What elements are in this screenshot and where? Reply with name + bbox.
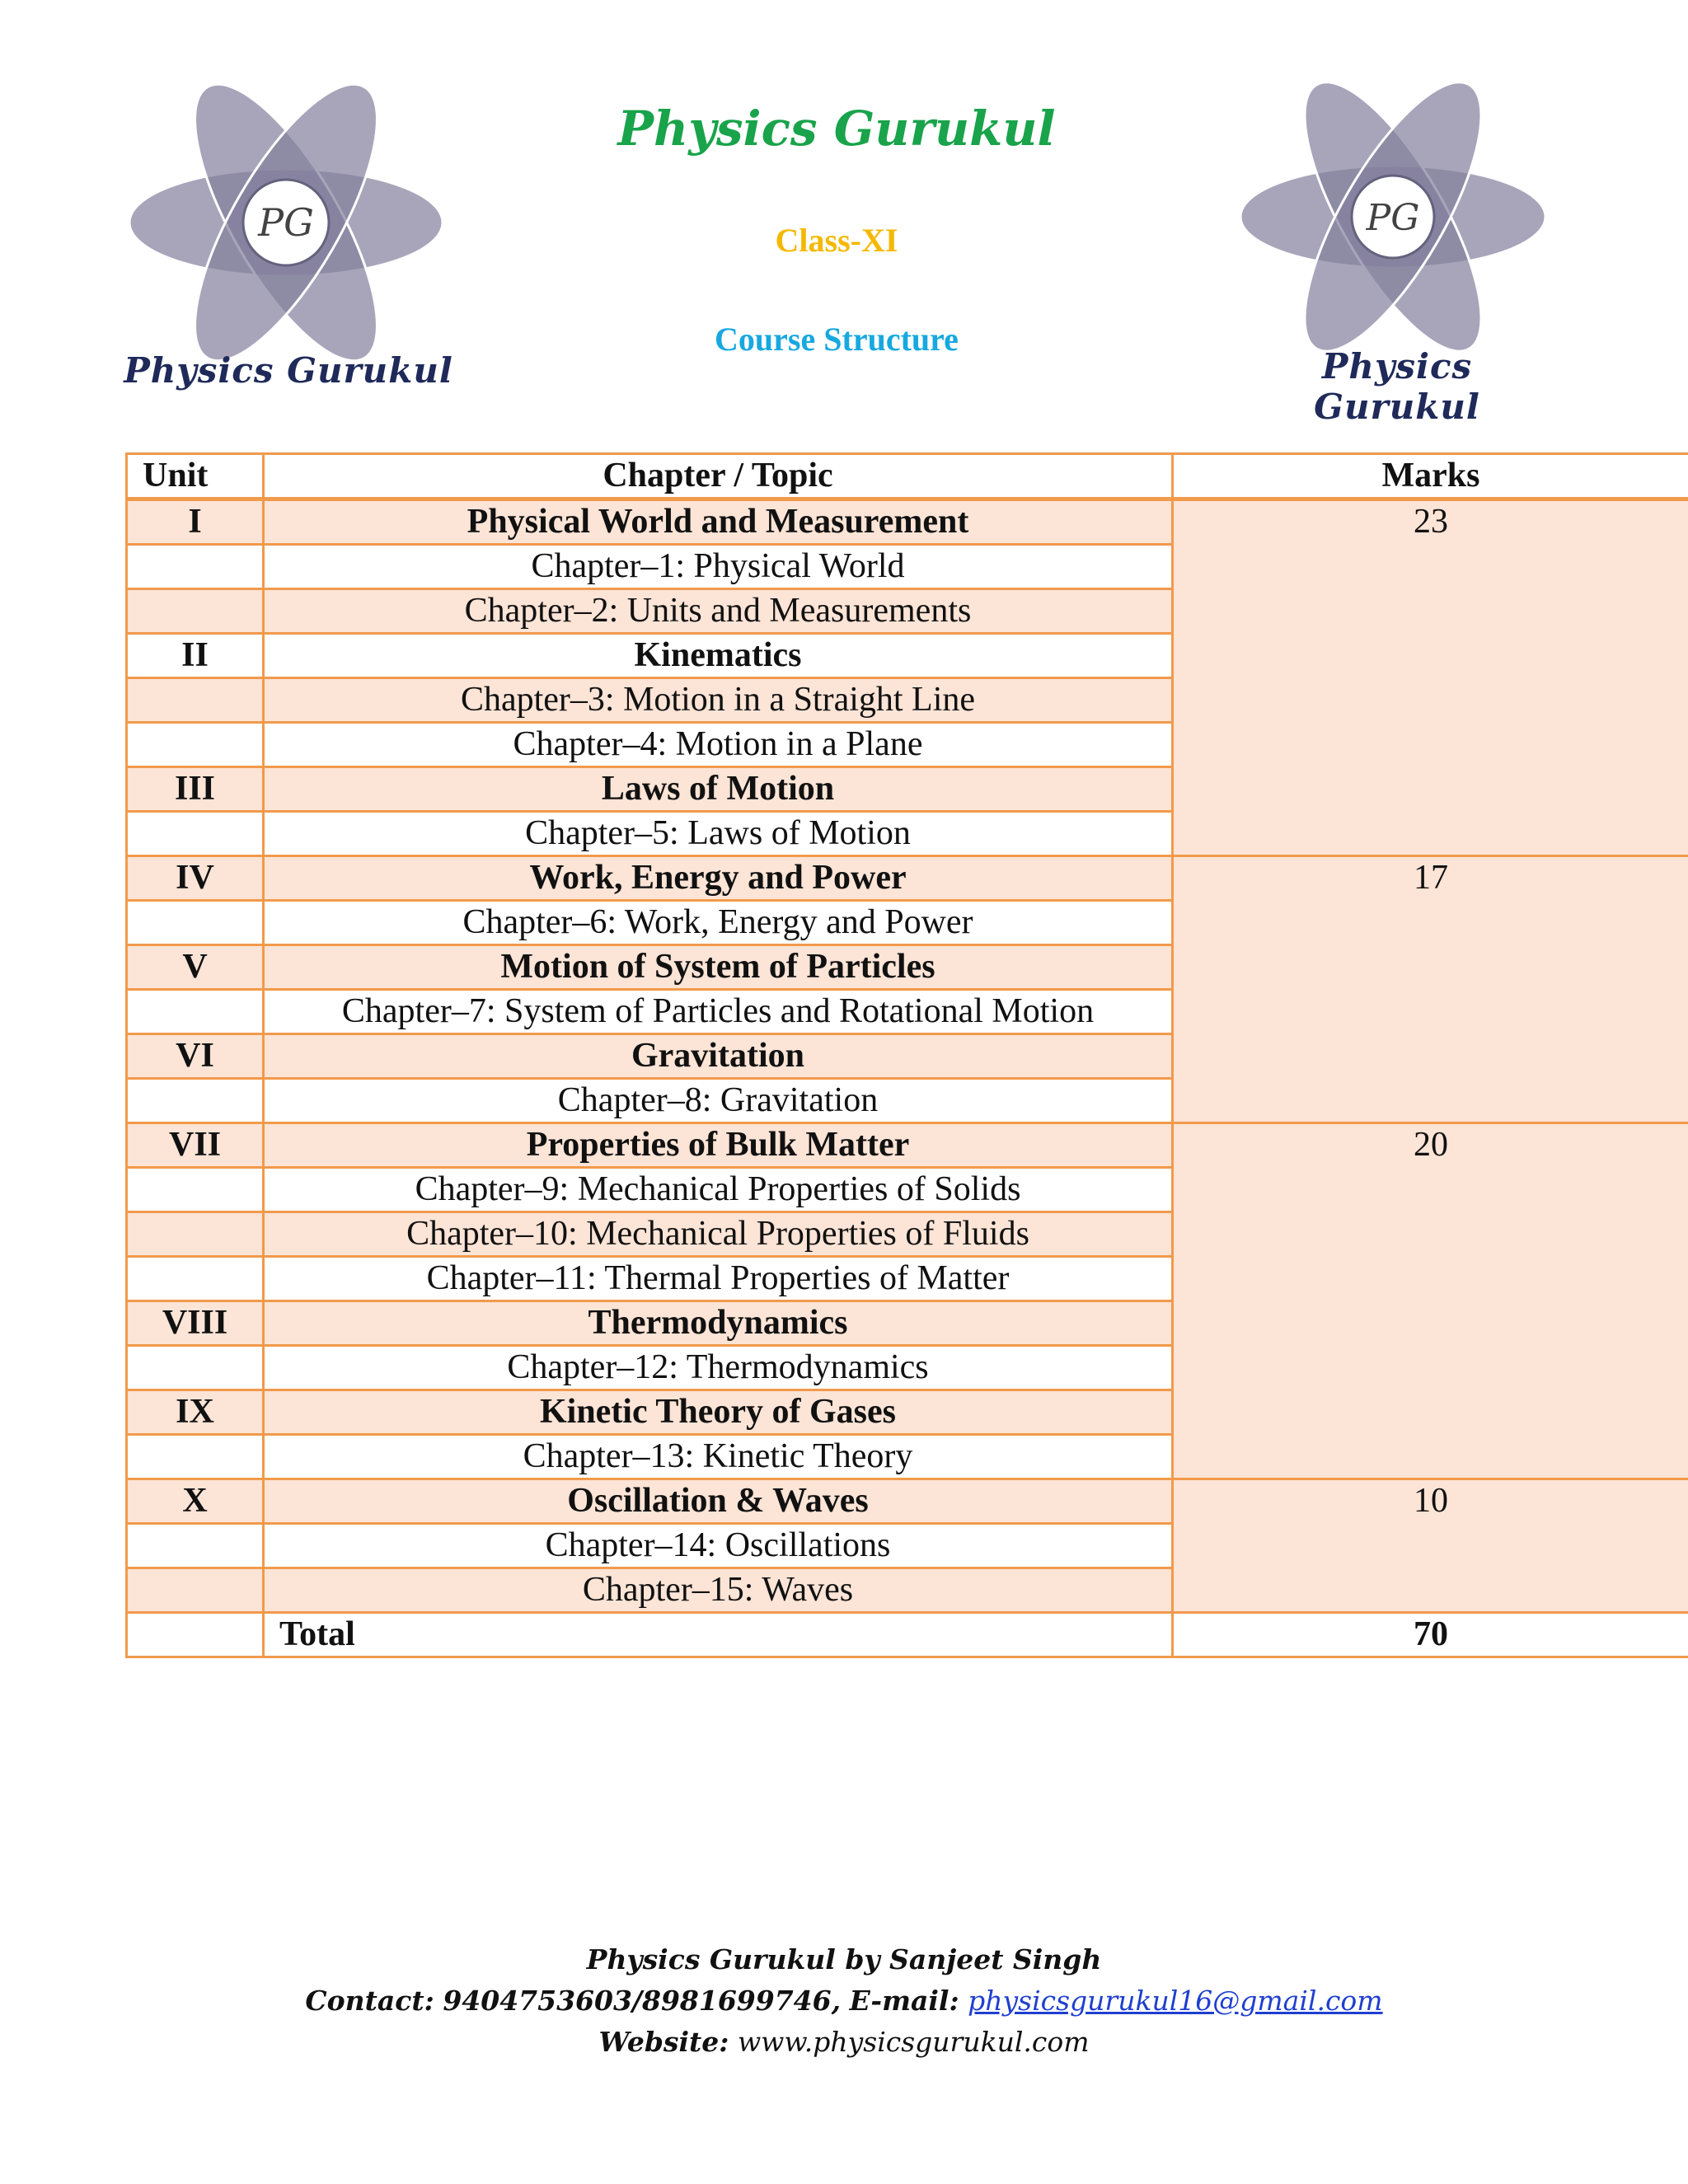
unit-cell: IX xyxy=(127,1390,264,1435)
contact-label: Contact: xyxy=(305,1985,434,2017)
unit-cell xyxy=(127,1212,264,1257)
table-row xyxy=(127,1123,1688,1168)
chapter-cell: Chapter–4: Motion in a Plane xyxy=(264,723,1173,767)
table-row xyxy=(127,1479,1688,1524)
website-label: Website: xyxy=(598,2026,729,2058)
unit-cell xyxy=(127,901,264,945)
unit-cell: V xyxy=(127,945,264,990)
unit-cell xyxy=(127,1524,264,1568)
unit-cell: VIII xyxy=(127,1301,264,1346)
chapter-cell: Chapter–5: Laws of Motion xyxy=(264,812,1173,856)
chapter-cell: Chapter–7: System of Particles and Rotational Motion xyxy=(264,990,1173,1034)
email-label: E-mail: xyxy=(849,1985,959,2017)
table-body xyxy=(127,499,1688,1613)
chapter-cell: Chapter–12: Thermodynamics xyxy=(264,1346,1173,1390)
unit-title-cell: Physical World and Measurement xyxy=(264,499,1173,545)
table-row xyxy=(127,856,1688,901)
course-structure-heading: Course Structure xyxy=(715,321,959,358)
marks-cell: 23 xyxy=(1173,499,1688,856)
unit-cell: X xyxy=(127,1479,264,1524)
unit-cell: III xyxy=(127,767,264,812)
marks-cell: 17 xyxy=(1173,856,1688,1123)
logo-caption: Physics Gurukul xyxy=(124,350,453,391)
unit-cell xyxy=(127,723,264,767)
unit-cell xyxy=(127,589,264,634)
chapter-cell: Chapter–6: Work, Energy and Power xyxy=(264,901,1173,945)
footer-author: Physics Gurukul by Sanjeet Singh xyxy=(586,1943,1102,1975)
footer-contact xyxy=(0,1985,1688,2017)
unit-title-cell: Laws of Motion xyxy=(264,767,1173,812)
unit-title-cell: Kinetic Theory of Gases xyxy=(264,1390,1173,1435)
unit-title-cell: Kinematics xyxy=(264,634,1173,678)
class-label: Class-XI xyxy=(775,222,898,259)
unit-title-cell: Properties of Bulk Matter xyxy=(264,1123,1173,1168)
total-label: Total xyxy=(264,1613,1173,1657)
unit-cell xyxy=(127,1257,264,1301)
chapter-cell: Chapter–11: Thermal Properties of Matter xyxy=(264,1257,1173,1301)
unit-cell xyxy=(127,1346,264,1390)
chapter-cell: Chapter–14: Oscillations xyxy=(264,1524,1173,1568)
logo-right xyxy=(1236,78,1558,427)
marks-column-header: Marks xyxy=(1173,454,1688,499)
total-marks: 70 xyxy=(1173,1613,1688,1657)
contact-numbers: 9404753603/8981699746, xyxy=(443,1985,842,2017)
total-row xyxy=(127,1613,1688,1657)
logo-left xyxy=(124,78,453,408)
unit-cell xyxy=(127,1168,264,1212)
website-url[interactable]: www.physicsgurukul.com xyxy=(737,2026,1090,2058)
unit-title-cell: Motion of System of Particles xyxy=(264,945,1173,990)
logo-initials: PG xyxy=(1366,197,1420,239)
unit-cell: IV xyxy=(127,856,264,901)
footer-website xyxy=(0,2026,1688,2058)
unit-cell: II xyxy=(127,634,264,678)
unit-cell xyxy=(127,990,264,1034)
chapter-cell: Chapter–1: Physical World xyxy=(264,545,1173,589)
unit-title-cell: Gravitation xyxy=(264,1034,1173,1079)
unit-cell xyxy=(127,812,264,856)
logo-initials: PG xyxy=(258,200,314,245)
unit-cell: I xyxy=(127,499,264,545)
marks-cell: 10 xyxy=(1173,1479,1688,1613)
chapter-cell: Chapter–9: Mechanical Properties of Solids xyxy=(264,1168,1173,1212)
table-header-row xyxy=(127,454,1688,499)
course-structure-table xyxy=(125,452,1688,1658)
chapter-cell: Chapter–3: Motion in a Straight Line xyxy=(264,678,1173,723)
unit-cell: VI xyxy=(127,1034,264,1079)
email-link[interactable]: physicsgurukul16@gmail.com xyxy=(968,1985,1383,2017)
brand-title: Physics Gurukul xyxy=(617,101,1056,157)
chapter-cell: Chapter–10: Mechanical Properties of Fluids xyxy=(264,1212,1173,1257)
unit-title-cell: Oscillation & Waves xyxy=(264,1479,1173,1524)
unit-title-cell: Work, Energy and Power xyxy=(264,856,1173,901)
unit-cell xyxy=(127,1568,264,1613)
table-row xyxy=(127,499,1688,545)
unit-cell xyxy=(127,678,264,723)
unit-cell xyxy=(127,545,264,589)
chapter-cell: Chapter–15: Waves xyxy=(264,1568,1173,1613)
chapter-cell: Chapter–2: Units and Measurements xyxy=(264,589,1173,634)
chapter-cell: Chapter–8: Gravitation xyxy=(264,1079,1173,1123)
logo-caption: Physics Gurukul xyxy=(1314,346,1480,427)
unit-title-cell: Thermodynamics xyxy=(264,1301,1173,1346)
total-unit-cell xyxy=(127,1613,264,1657)
chapter-cell: Chapter–13: Kinetic Theory xyxy=(264,1435,1173,1479)
unit-column-header: Unit xyxy=(127,454,264,499)
marks-cell: 20 xyxy=(1173,1123,1688,1479)
topic-column-header: Chapter / Topic xyxy=(264,454,1173,499)
unit-cell: VII xyxy=(127,1123,264,1168)
unit-cell xyxy=(127,1079,264,1123)
unit-cell xyxy=(127,1435,264,1479)
